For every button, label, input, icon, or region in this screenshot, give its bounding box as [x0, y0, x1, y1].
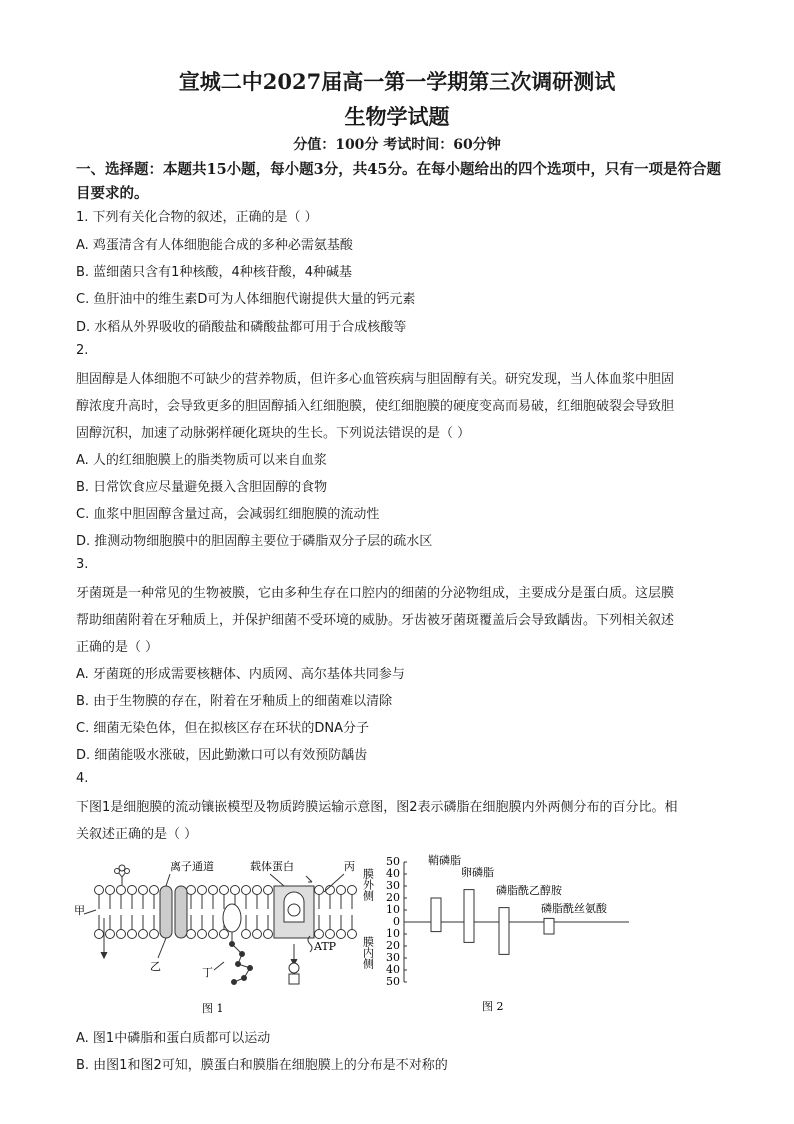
figure-2-bar: [431, 898, 441, 932]
figure-1-label-atp: ATP: [314, 940, 337, 953]
figure-1-membrane-diagram: [74, 852, 364, 1024]
figure-1-label-carrier: 载体蛋白: [250, 860, 294, 873]
question-4-option-b: B. 由图1和图2可知，膜蛋白和膜脂在细胞膜上的分布是不对称的: [76, 1058, 448, 1073]
exam-subject: 生物学试题: [344, 104, 450, 129]
question-2-option-b: B. 日常饮食应尽量避免摄入含胆固醇的食物: [76, 480, 328, 495]
question-4-number: 4.: [76, 771, 89, 786]
question-3-option-a: A. 牙菌斑的形成需要核糖体、内质网、高尔基体共同参与: [76, 667, 405, 682]
question-2-stem-line-3: 固醇沉积，加速了动脉粥样硬化斑块的生长。下列说法错误的是（ ）: [76, 426, 471, 441]
question-2-stem-line-2: 醇浓度升高时，会导致更多的胆固醇插入红细胞膜，使红细胞膜的硬度变高而易破，红细胞破裂会导致胆: [76, 399, 675, 414]
figure-2-series-label: 卵磷脂: [461, 866, 494, 879]
figure-2-bar: [499, 908, 509, 955]
figure-2-tick-label: 20: [386, 891, 400, 904]
figure-2-bar: [464, 890, 474, 943]
figure-area: [74, 852, 634, 1024]
question-1-option-a: A. 鸡蛋清含有人体细胞能合成的多种必需氨基酸: [76, 238, 353, 253]
figure-2-ylabel-bottom: 膜内侧: [361, 936, 375, 969]
question-3-option-d: D. 细菌能吸水涨破，因此勤漱口可以有效预防龋齿: [76, 748, 368, 763]
figure-1-label-channel: 离子通道: [170, 860, 214, 873]
question-3-option-c: C. 细菌无染色体，但在拟核区存在环状的DNA分子: [76, 721, 369, 736]
section-heading: 一、选择题：本题共15小题，每小题3分，共45分。在每小题给出的四个选项中，只有一项是符合题目要求的。: [76, 161, 721, 202]
question-3-stem-line-2: 帮助细菌附着在牙釉质上，并保护细菌不受环境的威胁。牙齿被牙菌斑覆盖后会导致龋齿。下列相关叙述: [76, 613, 675, 628]
figure-2-tick-label: 30: [386, 879, 400, 892]
figure-2-tick-label: 10: [386, 927, 400, 940]
figure-2-tick-label: 0: [393, 915, 400, 928]
figure-2-series-label: 鞘磷脂: [428, 854, 461, 867]
question-1-stem: 1. 下列有关化合物的叙述，正确的是（ ）: [76, 210, 318, 225]
exam-meta: 分值：100分 考试时间：60分钟: [293, 137, 501, 153]
question-2-option-c: C. 血浆中胆固醇含量过高，会减弱红细胞膜的流动性: [76, 507, 380, 522]
question-3-number: 3.: [76, 557, 89, 572]
figure-1-label-ding: 丁: [202, 966, 213, 979]
figure-2-tick-label: 50: [386, 975, 400, 988]
figure-2-tick-label: 10: [386, 903, 400, 916]
figure-2-bar: [544, 918, 554, 934]
question-4-stem-line-1: 下图1是细胞膜的流动镶嵌模型及物质跨膜运输示意图，图2表示磷脂在细胞膜内外两侧分布的百分比。相: [76, 800, 678, 815]
figure-1-label-jia: 甲: [74, 904, 85, 917]
figure-2-ylabel-top: 膜外侧: [361, 868, 375, 901]
figure-2-caption: 图 2: [482, 1000, 504, 1013]
figure-1-caption: 图 1: [202, 1002, 224, 1015]
question-4-stem-line-2: 关叙述正确的是（ ）: [76, 827, 198, 842]
figure-2-tick-label: 50: [386, 855, 400, 868]
question-1-option-b: B. 蓝细菌只含有1种核酸，4种核苷酸，4种碱基: [76, 265, 352, 280]
question-2-option-d: D. 推测动物细胞膜中的胆固醇主要位于磷脂双分子层的疏水区: [76, 534, 433, 549]
figure-1-label-bing: 丙: [344, 860, 355, 873]
question-1-option-c: C. 鱼肝油中的维生素D可为人体细胞代谢提供大量的钙元素: [76, 292, 416, 307]
question-4-option-a: A. 图1中磷脂和蛋白质都可以运动: [76, 1031, 271, 1046]
question-3-option-b: B. 由于生物膜的存在，附着在牙釉质上的细菌难以清除: [76, 694, 393, 709]
figure-2-tick-label: 30: [386, 951, 400, 964]
question-2-stem-line-1: 胆固醇是人体细胞不可缺少的营养物质，但许多心血管疾病与胆固醇有关。研究发现，当人体血浆中胆固: [76, 372, 675, 387]
question-2-option-a: A. 人的红细胞膜上的脂类物质可以来自血浆: [76, 453, 327, 468]
figure-2-tick-label: 20: [386, 939, 400, 952]
question-2-number: 2.: [76, 343, 89, 358]
figure-2-series-label: 磷脂酰乙醇胺: [496, 884, 562, 897]
figure-1-label-yi: 乙: [150, 960, 161, 973]
exam-title: 宣城二中2027届高一第一学期第三次调研测试: [178, 69, 616, 94]
phospholipid-bilayer: [84, 865, 357, 985]
question-3-stem-line-3: 正确的是（ ）: [76, 640, 159, 655]
figure-2-tick-label: 40: [386, 867, 400, 880]
figure-2-tick-label: 40: [386, 963, 400, 976]
figure-2-series-label: 磷脂酰丝氨酸: [541, 902, 607, 915]
question-1-option-d: D. 水稻从外界吸收的硝酸盐和磷酸盐都可用于合成核酸等: [76, 320, 407, 335]
question-3-stem-line-1: 牙菌斑是一种常见的生物被膜，它由多种生存在口腔内的细菌的分泌物组成，主要成分是蛋白质。这层膜: [76, 586, 675, 601]
figure-2-chart: [361, 852, 634, 1024]
